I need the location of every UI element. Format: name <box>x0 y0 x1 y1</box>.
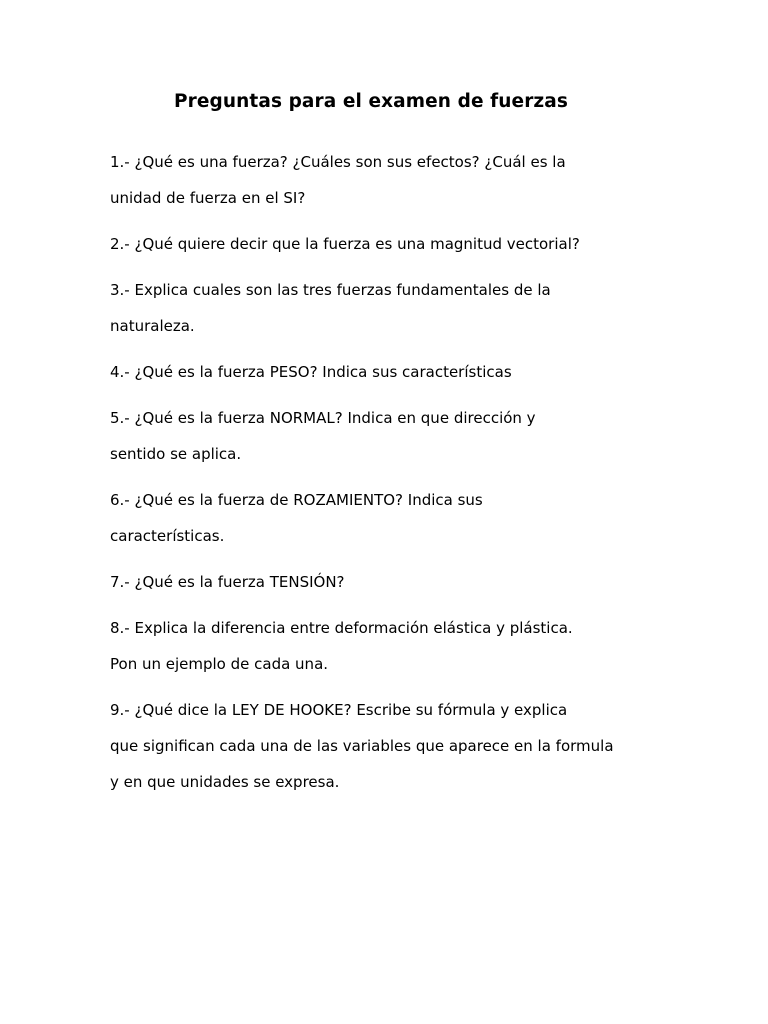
question-item <box>110 692 670 800</box>
question-text-line: 9.- ¿Qué dice la LEY DE HOOKE? Escribe su fórmula y explica <box>110 701 568 719</box>
question-item <box>110 144 670 216</box>
question-text-line: 7.- ¿Qué es la fuerza TENSIÓN? <box>110 573 345 591</box>
question-text-line: características. <box>110 527 225 545</box>
question-text-line: 5.- ¿Qué es la fuerza NORMAL? Indica en que dirección y <box>110 409 536 427</box>
question-item <box>110 226 670 262</box>
question-text-line: 6.- ¿Qué es la fuerza de ROZAMIENTO? Indica sus <box>110 491 483 509</box>
question-text-line: 3.- Explica cuales son las tres fuerzas fundamentales de la <box>110 281 551 299</box>
question-text-line: 8.- Explica la diferencia entre deformación elástica y plástica. <box>110 619 573 637</box>
question-text-line: y en que unidades se expresa. <box>110 773 340 791</box>
question-item <box>110 610 670 682</box>
question-text-line: sentido se aplica. <box>110 445 242 463</box>
question-text-line: naturaleza. <box>110 317 195 335</box>
question-item <box>110 482 670 554</box>
question-text-line: unidad de fuerza en el SI? <box>110 189 306 207</box>
question-text-line: Pon un ejemplo de cada una. <box>110 655 329 673</box>
question-item <box>110 400 670 472</box>
question-item <box>110 272 670 344</box>
question-text-line: 1.- ¿Qué es una fuerza? ¿Cuáles son sus efectos? ¿Cuál es la <box>110 153 566 171</box>
question-item <box>110 354 670 390</box>
question-text-line: que significan cada una de las variables que aparece en la formula <box>110 737 614 755</box>
question-list <box>110 144 708 800</box>
question-item <box>110 564 670 600</box>
document-title: Preguntas para el examen de fuerzas <box>174 91 568 112</box>
question-text-line: 2.- ¿Qué quiere decir que la fuerza es una magnitud vectorial? <box>110 235 580 253</box>
question-text-line: 4.- ¿Qué es la fuerza PESO? Indica sus características <box>110 363 512 381</box>
